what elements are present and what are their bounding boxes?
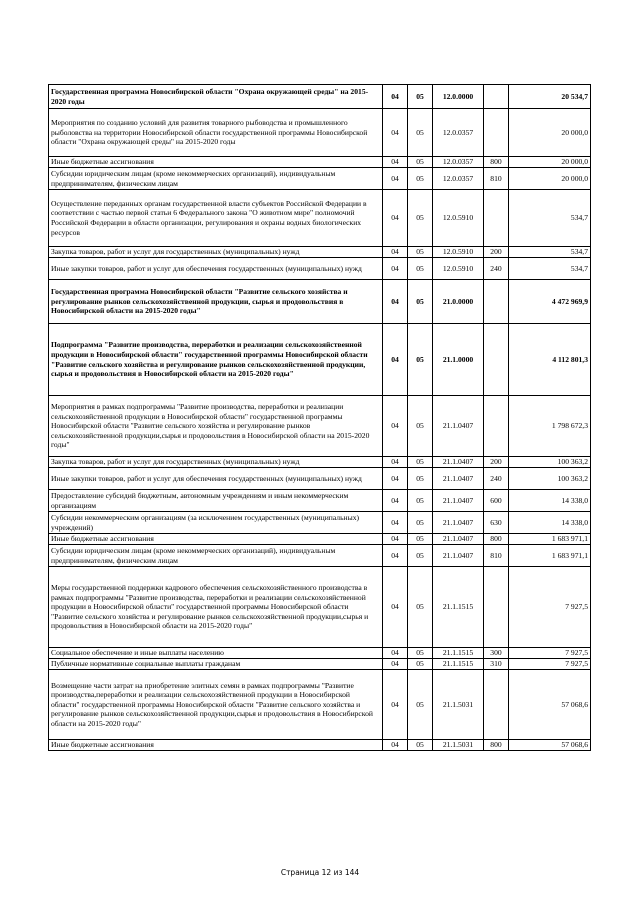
cell-name: Субсидии юридическим лицам (кроме некоммерческих организаций), индивидуальным предпринимателям, физическим лицам — [49, 545, 383, 567]
table-row — [49, 567, 591, 648]
cell-amount: 20 534,7 — [509, 85, 591, 109]
cell-expense-type: 800 — [484, 534, 509, 545]
cell-amount: 1 683 971,1 — [509, 545, 591, 567]
table-row — [49, 512, 591, 534]
cell-target-item: 12.0.0357 — [433, 109, 484, 157]
cell-expense-type — [484, 280, 509, 324]
table-row — [49, 157, 591, 168]
cell-amount: 4 472 969,9 — [509, 280, 591, 324]
cell-expense-type: 240 — [484, 468, 509, 490]
cell-subsection: 05 — [408, 324, 433, 396]
table-row — [49, 740, 591, 751]
cell-section: 04 — [383, 740, 408, 751]
cell-name: Предоставление субсидий бюджетным, автономным учреждениям и иным некоммерческим организациям — [49, 490, 383, 512]
cell-target-item: 21.1.1515 — [433, 567, 484, 648]
cell-section: 04 — [383, 659, 408, 670]
table-row — [49, 648, 591, 659]
cell-section: 04 — [383, 157, 408, 168]
cell-target-item: 21.1.0407 — [433, 545, 484, 567]
cell-amount: 7 927,5 — [509, 659, 591, 670]
cell-name: Субсидии некоммерческим организациям (за исключением государственных (муниципальных) учреждений) — [49, 512, 383, 534]
cell-amount: 534,7 — [509, 258, 591, 280]
cell-section: 04 — [383, 247, 408, 258]
cell-name: Закупка товаров, работ и услуг для государственных (муниципальных) нужд — [49, 457, 383, 468]
cell-expense-type — [484, 396, 509, 457]
cell-expense-type: 810 — [484, 545, 509, 567]
cell-name: Иные закупки товаров, работ и услуг для обеспечения государственных (муниципальных) нужд — [49, 258, 383, 280]
cell-expense-type — [484, 85, 509, 109]
cell-section: 04 — [383, 670, 408, 740]
cell-expense-type: 200 — [484, 457, 509, 468]
cell-name: Иные бюджетные ассигнования — [49, 157, 383, 168]
cell-subsection: 05 — [408, 157, 433, 168]
table-row — [49, 457, 591, 468]
cell-subsection: 05 — [408, 659, 433, 670]
cell-target-item: 12.0.0357 — [433, 157, 484, 168]
page-number-footer: Страница 12 из 144 — [280, 868, 360, 877]
cell-expense-type: 300 — [484, 648, 509, 659]
cell-subsection: 05 — [408, 85, 433, 109]
cell-subsection: 05 — [408, 567, 433, 648]
cell-section: 04 — [383, 648, 408, 659]
table-row — [49, 324, 591, 396]
cell-subsection: 05 — [408, 396, 433, 457]
cell-expense-type — [484, 567, 509, 648]
cell-subsection: 05 — [408, 512, 433, 534]
cell-expense-type: 800 — [484, 740, 509, 751]
table-row — [49, 280, 591, 324]
table-row — [49, 85, 591, 109]
cell-expense-type — [484, 190, 509, 247]
cell-name: Подпрограмма "Развитие производства, переработки и реализации сельскохозяйственной продукции в Новосибирской области" государственной программы Новосибирской области "Развитие сельского хозяйства и регулирование рынков сельскохозяйственной продукции, сырья и продовольствия в Новосибирской области на 2015-2020 годы" — [49, 324, 383, 396]
cell-target-item: 12.0.5910 — [433, 258, 484, 280]
cell-subsection: 05 — [408, 109, 433, 157]
cell-section: 04 — [383, 545, 408, 567]
cell-expense-type: 310 — [484, 659, 509, 670]
cell-name: Меры государственной поддержки кадрового обеспечения сельскохозяйственного производства в рамках подпрограммы "Развитие производства, переработки и реализации сельскохозяйственной продукции в Новосибирской области" государственной программы Новосибирской области "Развитие сельского хозяйства и регулирование рынков сельскохозяйственной продукции,сырья и продовольствия в Новосибирской области на 2015-2020 годы" — [49, 567, 383, 648]
cell-amount: 100 363,2 — [509, 468, 591, 490]
cell-expense-type — [484, 324, 509, 396]
cell-section: 04 — [383, 534, 408, 545]
cell-name: Возмещение части затрат на приобретение элитных семян в рамках подпрограммы "Развитие производства,переработки и реализации сельскохозяйственной продукции в Новосибирской области" государственной программы Новосибирской области "Развитие сельского хозяйства и регулирование рынков сельскохозяйственной продукции,сырья и продовольствия в Новосибирской области на 2015-2020 годы" — [49, 670, 383, 740]
cell-section: 04 — [383, 109, 408, 157]
cell-section: 04 — [383, 324, 408, 396]
table-row — [49, 659, 591, 670]
cell-section: 04 — [383, 258, 408, 280]
cell-name: Иные закупки товаров, работ и услуг для обеспечения государственных (муниципальных) нужд — [49, 468, 383, 490]
cell-section: 04 — [383, 280, 408, 324]
table-row — [49, 190, 591, 247]
cell-amount: 14 338,0 — [509, 512, 591, 534]
cell-name: Публичные нормативные социальные выплаты гражданам — [49, 659, 383, 670]
cell-amount: 20 000,0 — [509, 168, 591, 190]
cell-amount: 57 068,6 — [509, 740, 591, 751]
cell-target-item: 21.1.0407 — [433, 457, 484, 468]
cell-name: Государственная программа Новосибирской области "Охрана окружающей среды" на 2015-2020 годы — [49, 85, 383, 109]
cell-section: 04 — [383, 512, 408, 534]
cell-subsection: 05 — [408, 545, 433, 567]
table-row — [49, 670, 591, 740]
cell-target-item: 21.1.1515 — [433, 648, 484, 659]
budget-table — [48, 84, 591, 751]
cell-target-item: 21.1.1515 — [433, 659, 484, 670]
cell-expense-type — [484, 670, 509, 740]
cell-target-item: 21.1.0407 — [433, 534, 484, 545]
cell-target-item: 21.0.0000 — [433, 280, 484, 324]
cell-target-item: 21.1.0407 — [433, 490, 484, 512]
cell-expense-type — [484, 109, 509, 157]
cell-amount: 1 683 971,1 — [509, 534, 591, 545]
table-row — [49, 545, 591, 567]
cell-subsection: 05 — [408, 468, 433, 490]
cell-subsection: 05 — [408, 490, 433, 512]
cell-subsection: 05 — [408, 534, 433, 545]
cell-amount: 14 338,0 — [509, 490, 591, 512]
cell-expense-type: 200 — [484, 247, 509, 258]
cell-name: Мероприятия по созданию условий для развития товарного рыбоводства и промышленного рыболовства на территории Новосибирской области государственной программы Новосибирской области "Охрана окружающей среды" на 2015-2020 годы — [49, 109, 383, 157]
cell-target-item: 21.1.0407 — [433, 512, 484, 534]
cell-name: Закупка товаров, работ и услуг для государственных (муниципальных) нужд — [49, 247, 383, 258]
cell-expense-type: 630 — [484, 512, 509, 534]
cell-target-item: 12.0.5910 — [433, 190, 484, 247]
table-row — [49, 490, 591, 512]
cell-amount: 7 927,5 — [509, 567, 591, 648]
cell-subsection: 05 — [408, 740, 433, 751]
cell-subsection: 05 — [408, 168, 433, 190]
table-row — [49, 534, 591, 545]
table-row — [49, 396, 591, 457]
table-row — [49, 247, 591, 258]
cell-section: 04 — [383, 468, 408, 490]
cell-amount: 534,7 — [509, 247, 591, 258]
cell-amount: 7 927,5 — [509, 648, 591, 659]
cell-section: 04 — [383, 457, 408, 468]
cell-name: Субсидии юридическим лицам (кроме некоммерческих организаций), индивидуальным предпринимателям, физическим лицам — [49, 168, 383, 190]
cell-name: Осуществление переданных органам государственной власти субъектов Российской Федерации в соответствии с частью первой статьи 6 Федерального закона "О животном мире" полномочий Российской Федерации в области организации, регулирования и охраны водных биологических ресурсов — [49, 190, 383, 247]
cell-expense-type: 240 — [484, 258, 509, 280]
cell-name: Социальное обеспечение и иные выплаты населению — [49, 648, 383, 659]
cell-amount: 4 112 801,3 — [509, 324, 591, 396]
table-row — [49, 468, 591, 490]
cell-section: 04 — [383, 567, 408, 648]
cell-target-item: 21.1.0407 — [433, 468, 484, 490]
cell-section: 04 — [383, 190, 408, 247]
table-row — [49, 168, 591, 190]
cell-subsection: 05 — [408, 247, 433, 258]
cell-name: Государственная программа Новосибирской области "Развитие сельского хозяйства и регулирование рынков сельскохозяйственной продукции, сырья и продовольствия в Новосибирской области на 2015-2020 годы" — [49, 280, 383, 324]
cell-section: 04 — [383, 396, 408, 457]
cell-section: 04 — [383, 168, 408, 190]
cell-subsection: 05 — [408, 648, 433, 659]
cell-amount: 20 000,0 — [509, 157, 591, 168]
cell-name: Мероприятия в рамках подпрограммы "Развитие производства, переработки и реализации сельскохозяйственной продукции в Новосибирской области" государственной программы Новосибирской области "Развитие сельского хозяйства и регулирование рынков сельскохозяйственной продукции,сырья и продовольствия в Новосибирской области на 2015-2020 годы" — [49, 396, 383, 457]
cell-name: Иные бюджетные ассигнования — [49, 740, 383, 751]
cell-subsection: 05 — [408, 670, 433, 740]
cell-subsection: 05 — [408, 190, 433, 247]
table-body — [49, 85, 591, 751]
cell-section: 04 — [383, 85, 408, 109]
cell-expense-type: 810 — [484, 168, 509, 190]
cell-target-item: 12.0.5910 — [433, 247, 484, 258]
cell-target-item: 21.1.5031 — [433, 670, 484, 740]
cell-subsection: 05 — [408, 280, 433, 324]
cell-target-item: 21.1.0000 — [433, 324, 484, 396]
cell-amount: 534,7 — [509, 190, 591, 247]
cell-expense-type: 800 — [484, 157, 509, 168]
cell-subsection: 05 — [408, 258, 433, 280]
cell-subsection: 05 — [408, 457, 433, 468]
cell-target-item: 12.0.0000 — [433, 85, 484, 109]
cell-expense-type: 600 — [484, 490, 509, 512]
table-row — [49, 109, 591, 157]
cell-section: 04 — [383, 490, 408, 512]
cell-amount: 1 798 672,3 — [509, 396, 591, 457]
cell-name: Иные бюджетные ассигнования — [49, 534, 383, 545]
cell-target-item: 21.1.0407 — [433, 396, 484, 457]
cell-amount: 100 363,2 — [509, 457, 591, 468]
cell-amount: 57 068,6 — [509, 670, 591, 740]
cell-amount: 20 000,0 — [509, 109, 591, 157]
table-row — [49, 258, 591, 280]
cell-target-item: 21.1.5031 — [433, 740, 484, 751]
cell-target-item: 12.0.0357 — [433, 168, 484, 190]
